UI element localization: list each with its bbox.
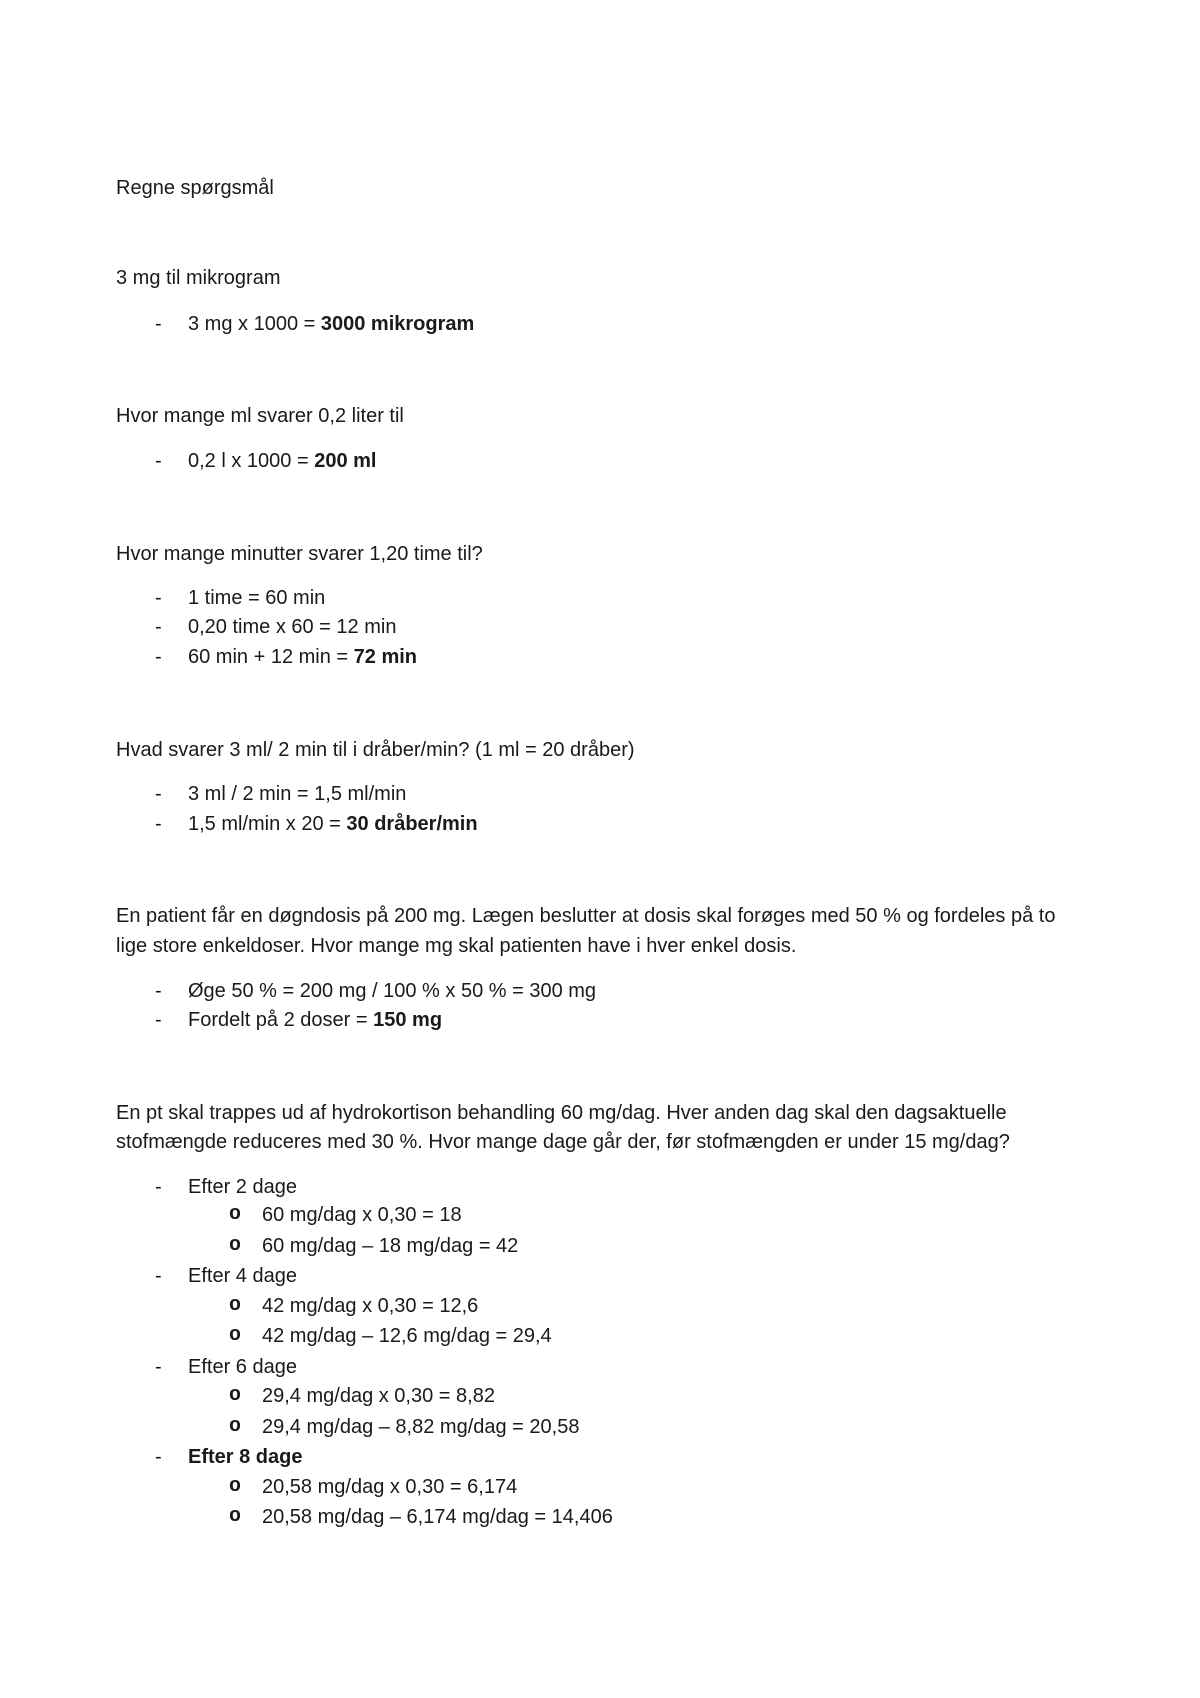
question-3 bbox=[0, 541, 1200, 567]
step-answer: 3000 mikrogram bbox=[320, 313, 475, 335]
calc-text: 60 mg/dag x 0,30 = 18 bbox=[262, 1204, 462, 1226]
question-text: En pt skal trappes ud af hydrokortison behandling 60 mg/dag. Hver anden dag skal den dagsaktuelle bbox=[116, 1102, 1007, 1124]
step-label: Efter 4 dage bbox=[188, 1265, 297, 1287]
step-plain: 1,5 ml/min x 20 = bbox=[188, 813, 347, 835]
calc-text: 42 mg/dag x 0,30 = 12,6 bbox=[262, 1295, 479, 1317]
list-marker: - bbox=[155, 1446, 162, 1468]
list-marker: - bbox=[155, 1265, 162, 1287]
question-5-line-1 bbox=[0, 903, 1200, 929]
list-item bbox=[0, 978, 1200, 1004]
list-item bbox=[0, 1444, 1200, 1470]
question-text: 3 mg til mikrogram bbox=[116, 267, 281, 289]
title-text: Regne spørgsmål bbox=[116, 177, 274, 199]
step-plain: 60 min + 12 min = bbox=[188, 646, 354, 668]
question-text: En patient får en døgndosis på 200 mg. Lægen beslutter at dosis skal forøges med 50 % og fordeles på to bbox=[116, 905, 1056, 927]
sub-list-item bbox=[0, 1504, 1200, 1530]
step-text: 1 time = 60 min bbox=[188, 587, 326, 609]
calc-text: 29,4 mg/dag x 0,30 = 8,82 bbox=[262, 1385, 495, 1407]
list-marker: - bbox=[155, 587, 162, 609]
list-marker: - bbox=[155, 313, 162, 335]
sub-list-item bbox=[0, 1474, 1200, 1500]
step-text bbox=[188, 644, 417, 670]
step-answer: 72 min bbox=[353, 646, 418, 668]
step-text bbox=[188, 811, 478, 837]
question-6-line-1 bbox=[0, 1100, 1200, 1126]
sub-list-marker: o bbox=[229, 1203, 242, 1226]
sub-list-marker: o bbox=[229, 1475, 242, 1498]
sub-list-item bbox=[0, 1233, 1200, 1259]
step-text: 3 ml / 2 min = 1,5 ml/min bbox=[188, 783, 407, 805]
step-plain: 0,2 l x 1000 = bbox=[188, 450, 315, 472]
list-marker: - bbox=[155, 450, 162, 472]
step-plain: Fordelt på 2 doser = bbox=[188, 1009, 374, 1031]
sub-list-item bbox=[0, 1323, 1200, 1349]
list-marker: - bbox=[155, 783, 162, 805]
list-item bbox=[0, 448, 1200, 474]
step-text bbox=[188, 448, 376, 474]
sub-list-item bbox=[0, 1202, 1200, 1228]
calc-text: 42 mg/dag – 12,6 mg/dag = 29,4 bbox=[262, 1325, 552, 1347]
step-label-final: Efter 8 dage bbox=[188, 1446, 303, 1468]
step-answer: 150 mg bbox=[373, 1009, 443, 1031]
sub-list-marker: o bbox=[229, 1384, 242, 1407]
list-item bbox=[0, 644, 1200, 670]
step-answer: 30 dråber/min bbox=[346, 813, 478, 835]
list-item bbox=[0, 1354, 1200, 1380]
sub-list-marker: o bbox=[229, 1234, 242, 1257]
step-text bbox=[188, 311, 474, 337]
sub-list-marker: o bbox=[229, 1415, 242, 1438]
list-marker: - bbox=[155, 1176, 162, 1198]
step-label: Efter 6 dage bbox=[188, 1356, 297, 1378]
question-1 bbox=[0, 265, 1200, 291]
list-item bbox=[0, 811, 1200, 837]
calc-text: 20,58 mg/dag – 6,174 mg/dag = 14,406 bbox=[262, 1506, 613, 1528]
list-marker: - bbox=[155, 813, 162, 835]
sub-list-marker: o bbox=[229, 1505, 242, 1528]
list-item bbox=[0, 614, 1200, 640]
question-4 bbox=[0, 737, 1200, 763]
step-answer: 200 ml bbox=[314, 450, 377, 472]
list-marker: - bbox=[155, 1356, 162, 1378]
question-5-line-2 bbox=[0, 933, 1200, 959]
step-text: Øge 50 % = 200 mg / 100 % x 50 % = 300 mg bbox=[188, 980, 597, 1002]
question-text: Hvor mange ml svarer 0,2 liter til bbox=[116, 405, 404, 427]
calc-text: 60 mg/dag – 18 mg/dag = 42 bbox=[262, 1235, 519, 1257]
list-marker: - bbox=[155, 616, 162, 638]
step-label: Efter 2 dage bbox=[188, 1176, 297, 1198]
list-item bbox=[0, 1263, 1200, 1289]
question-text: Hvad svarer 3 ml/ 2 min til i dråber/min? (1 ml = 20 dråber) bbox=[116, 739, 635, 761]
list-marker: - bbox=[155, 646, 162, 668]
step-text: 0,20 time x 60 = 12 min bbox=[188, 616, 397, 638]
sub-list-item bbox=[0, 1414, 1200, 1440]
calc-text: 20,58 mg/dag x 0,30 = 6,174 bbox=[262, 1476, 518, 1498]
list-marker: - bbox=[155, 1009, 162, 1031]
sub-list-marker: o bbox=[229, 1294, 242, 1317]
document-title bbox=[0, 175, 1200, 201]
list-item bbox=[0, 311, 1200, 337]
question-text: lige store enkeldoser. Hvor mange mg skal patienten have i hver enkel dosis. bbox=[116, 935, 797, 957]
question-text: stofmængde reduceres med 30 %. Hvor mange dage går der, før stofmængden er under 15 mg/dag? bbox=[116, 1131, 1010, 1153]
step-text bbox=[188, 1007, 442, 1033]
sub-list-item bbox=[0, 1383, 1200, 1409]
sub-list-marker: o bbox=[229, 1324, 242, 1347]
step-plain: 3 mg x 1000 = bbox=[188, 313, 321, 335]
list-item bbox=[0, 1007, 1200, 1033]
sub-list-item bbox=[0, 1293, 1200, 1319]
calc-text: 29,4 mg/dag – 8,82 mg/dag = 20,58 bbox=[262, 1416, 580, 1438]
question-text: Hvor mange minutter svarer 1,20 time til? bbox=[116, 543, 483, 565]
question-6-line-2 bbox=[0, 1129, 1200, 1155]
list-item bbox=[0, 585, 1200, 611]
list-item bbox=[0, 1174, 1200, 1200]
list-marker: - bbox=[155, 980, 162, 1002]
question-2 bbox=[0, 403, 1200, 429]
list-item bbox=[0, 781, 1200, 807]
